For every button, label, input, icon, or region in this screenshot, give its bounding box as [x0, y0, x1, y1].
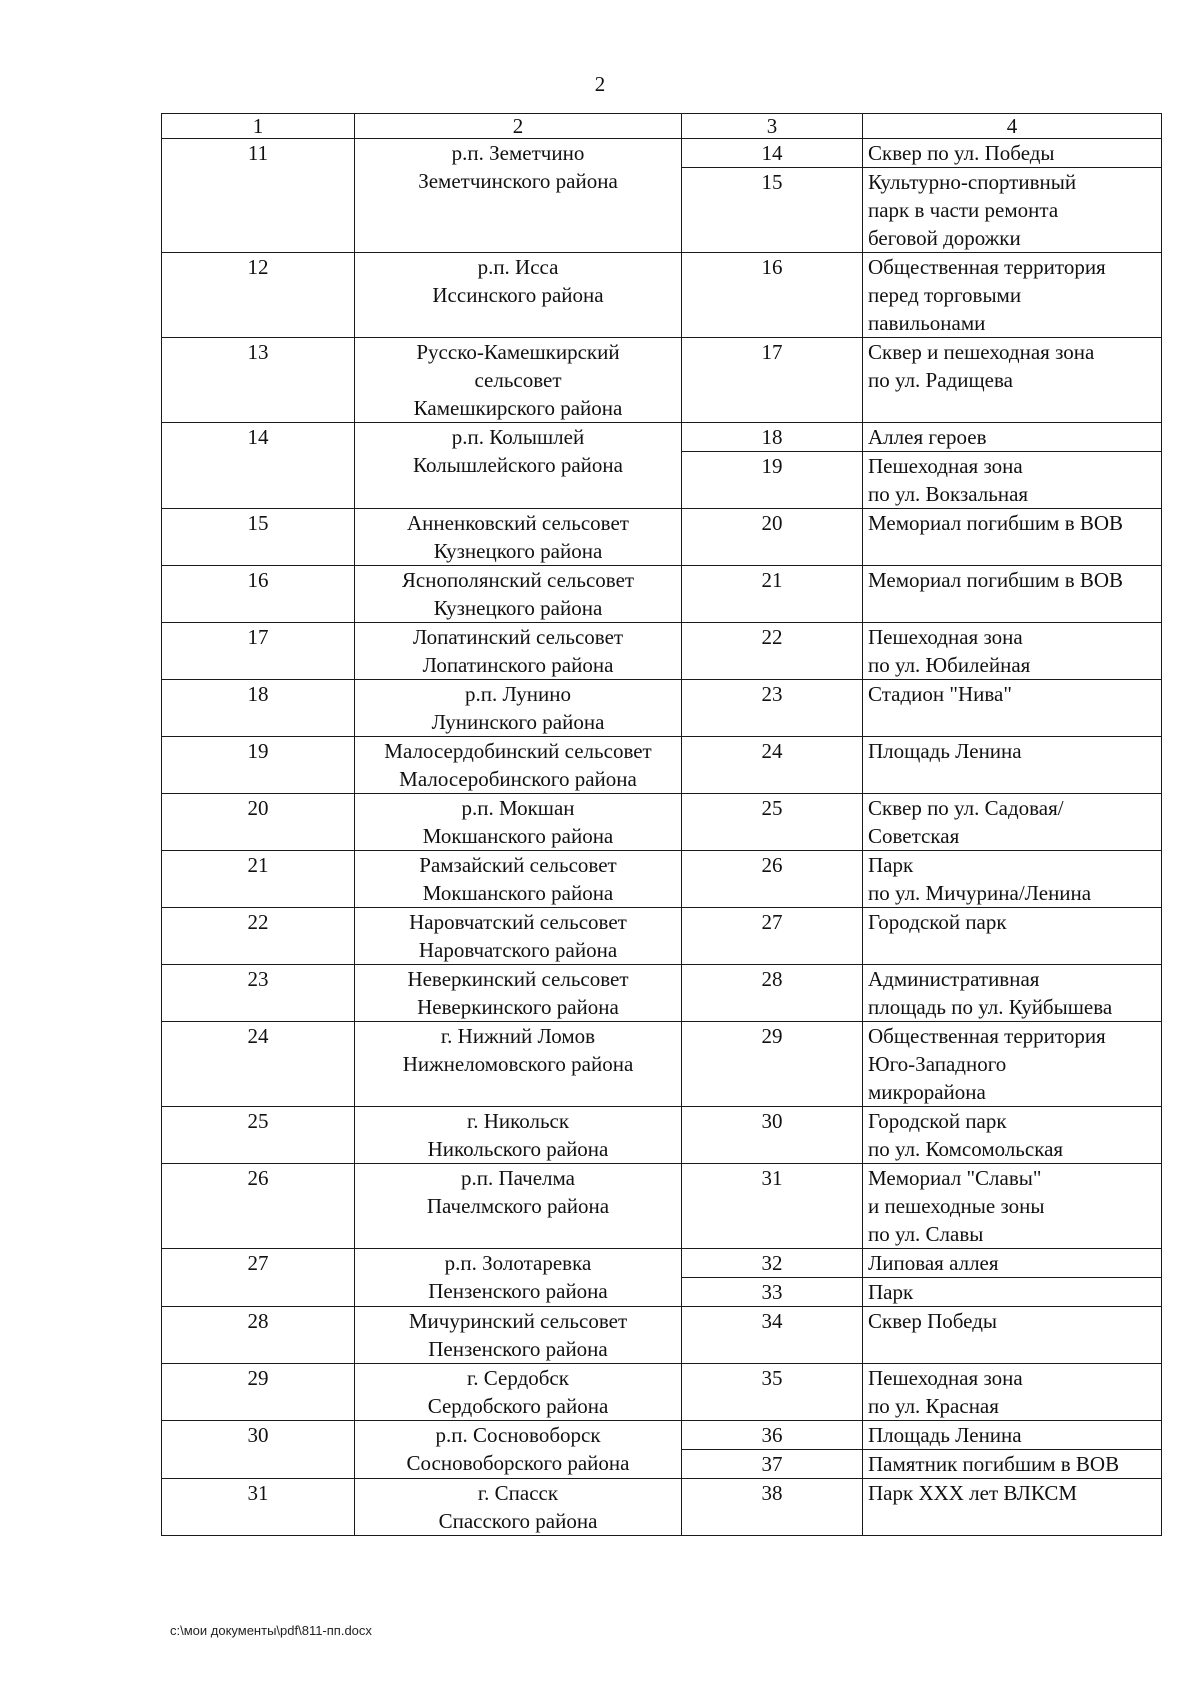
municipality-cell: р.п. Земетчино Земетчинского района: [355, 139, 682, 253]
object-number-cell: 25: [682, 794, 863, 851]
object-name-cell: Сквер Победы: [863, 1307, 1162, 1364]
object-name-cell: Культурно-спортивный парк в части ремонта беговой дорожки: [863, 168, 1162, 253]
table-row: [162, 908, 1162, 965]
municipality-cell: Малосердобинский сельсовет Малосеробинского района: [355, 737, 682, 794]
object-number-cell: 20: [682, 509, 863, 566]
municipality-cell: р.п. Исса Иссинского района: [355, 253, 682, 338]
table-row: [162, 566, 1162, 623]
table-row: [162, 1479, 1162, 1536]
object-number-cell: 22: [682, 623, 863, 680]
object-number-cell: 14: [682, 139, 863, 168]
table-row: [162, 338, 1162, 423]
municipality-cell: Русско-Камешкирский сельсовет Камешкирского района: [355, 338, 682, 423]
row-number-cell: 19: [162, 737, 355, 794]
row-number-cell: 25: [162, 1107, 355, 1164]
object-name-cell: Площадь Ленина: [863, 1421, 1162, 1450]
table-row: [162, 1022, 1162, 1107]
table-row: [162, 965, 1162, 1022]
row-number-cell: 15: [162, 509, 355, 566]
row-number-cell: 16: [162, 566, 355, 623]
municipality-cell: г. Нижний Ломов Нижнеломовского района: [355, 1022, 682, 1107]
municipality-cell: р.п. Сосновоборск Сосновоборского района: [355, 1421, 682, 1479]
row-number-cell: 23: [162, 965, 355, 1022]
municipality-cell: г. Никольск Никольского района: [355, 1107, 682, 1164]
row-number-cell: 18: [162, 680, 355, 737]
table-row: [162, 623, 1162, 680]
object-name-cell: Памятник погибшим в ВОВ: [863, 1450, 1162, 1479]
table-row: [162, 253, 1162, 338]
municipality-cell: г. Сердобск Сердобского района: [355, 1364, 682, 1421]
municipality-cell: р.п. Пачелма Пачелмского района: [355, 1164, 682, 1249]
page-number: 2: [594, 72, 606, 96]
table-header-row: [162, 114, 1162, 139]
object-number-cell: 35: [682, 1364, 863, 1421]
object-number-cell: 34: [682, 1307, 863, 1364]
row-number-cell: 30: [162, 1421, 355, 1479]
table-body: [162, 139, 1162, 1536]
object-name-cell: Липовая аллея: [863, 1249, 1162, 1278]
object-name-cell: Пешеходная зона по ул. Юбилейная: [863, 623, 1162, 680]
object-number-cell: 23: [682, 680, 863, 737]
object-number-cell: 18: [682, 423, 863, 452]
municipality-cell: Яснополянский сельсовет Кузнецкого района: [355, 566, 682, 623]
municipality-cell: р.п. Колышлей Колышлейского района: [355, 423, 682, 509]
table-row: [162, 737, 1162, 794]
municipality-cell: р.п. Лунино Лунинского района: [355, 680, 682, 737]
row-number-cell: 27: [162, 1249, 355, 1307]
object-name-cell: Парк: [863, 1278, 1162, 1307]
object-number-cell: 38: [682, 1479, 863, 1536]
row-number-cell: 20: [162, 794, 355, 851]
table-row: [162, 1307, 1162, 1364]
row-number-cell: 24: [162, 1022, 355, 1107]
municipality-cell: Лопатинский сельсовет Лопатинского района: [355, 623, 682, 680]
object-number-cell: 17: [682, 338, 863, 423]
object-number-cell: 37: [682, 1450, 863, 1479]
table-row: [162, 1421, 1162, 1450]
table-row: [162, 1107, 1162, 1164]
object-name-cell: Сквер и пешеходная зона по ул. Радищева: [863, 338, 1162, 423]
object-number-cell: 27: [682, 908, 863, 965]
row-number-cell: 17: [162, 623, 355, 680]
object-number-cell: 29: [682, 1022, 863, 1107]
row-number-cell: 22: [162, 908, 355, 965]
footer-file-path: c:\мои документы\pdf\811-пп.docx: [170, 1623, 372, 1638]
object-name-cell: Пешеходная зона по ул. Красная: [863, 1364, 1162, 1421]
object-name-cell: Стадион "Нива": [863, 680, 1162, 737]
row-number-cell: 12: [162, 253, 355, 338]
object-name-cell: Мемориал погибшим в ВОВ: [863, 509, 1162, 566]
object-name-cell: Парк XXX лет ВЛКСМ: [863, 1479, 1162, 1536]
object-number-cell: 33: [682, 1278, 863, 1307]
table-row: [162, 794, 1162, 851]
object-name-cell: Парк по ул. Мичурина/Ленина: [863, 851, 1162, 908]
row-number-cell: 29: [162, 1364, 355, 1421]
object-name-cell: Сквер по ул. Садовая/ Советская: [863, 794, 1162, 851]
table-row: [162, 851, 1162, 908]
table-row: [162, 423, 1162, 452]
row-number-cell: 14: [162, 423, 355, 509]
municipality-cell: Анненковский сельсовет Кузнецкого района: [355, 509, 682, 566]
row-number-cell: 11: [162, 139, 355, 253]
object-number-cell: 32: [682, 1249, 863, 1278]
header-cell: 1: [162, 114, 355, 139]
row-number-cell: 21: [162, 851, 355, 908]
municipality-cell: р.п. Мокшан Мокшанского района: [355, 794, 682, 851]
row-number-cell: 31: [162, 1479, 355, 1536]
municipality-cell: Наровчатский сельсовет Наровчатского района: [355, 908, 682, 965]
object-number-cell: 26: [682, 851, 863, 908]
municipality-cell: р.п. Золотаревка Пензенского района: [355, 1249, 682, 1307]
object-number-cell: 24: [682, 737, 863, 794]
row-number-cell: 26: [162, 1164, 355, 1249]
row-number-cell: 28: [162, 1307, 355, 1364]
object-name-cell: Общественная территория перед торговыми павильонами: [863, 253, 1162, 338]
object-number-cell: 28: [682, 965, 863, 1022]
object-name-cell: Сквер по ул. Победы: [863, 139, 1162, 168]
table-row: [162, 1364, 1162, 1421]
territory-table: [161, 113, 1162, 1536]
object-name-cell: Мемориал погибшим в ВОВ: [863, 566, 1162, 623]
object-number-cell: 15: [682, 168, 863, 253]
object-name-cell: Общественная территория Юго-Западного микрорайона: [863, 1022, 1162, 1107]
object-number-cell: 19: [682, 452, 863, 509]
municipality-cell: Неверкинский сельсовет Неверкинского района: [355, 965, 682, 1022]
object-name-cell: Административная площадь по ул. Куйбышева: [863, 965, 1162, 1022]
table-row: [162, 509, 1162, 566]
object-number-cell: 21: [682, 566, 863, 623]
object-name-cell: Аллея героев: [863, 423, 1162, 452]
header-cell: 2: [355, 114, 682, 139]
table-row: [162, 1249, 1162, 1278]
object-name-cell: Пешеходная зона по ул. Вокзальная: [863, 452, 1162, 509]
table-row: [162, 139, 1162, 168]
municipality-cell: г. Спасск Спасского района: [355, 1479, 682, 1536]
object-number-cell: 30: [682, 1107, 863, 1164]
table-row: [162, 680, 1162, 737]
object-number-cell: 31: [682, 1164, 863, 1249]
municipality-cell: Рамзайский сельсовет Мокшанского района: [355, 851, 682, 908]
header-cell: 3: [682, 114, 863, 139]
header-cell: 4: [863, 114, 1162, 139]
object-number-cell: 16: [682, 253, 863, 338]
object-name-cell: Городской парк: [863, 908, 1162, 965]
object-number-cell: 36: [682, 1421, 863, 1450]
object-name-cell: Мемориал "Славы" и пешеходные зоны по ул. Славы: [863, 1164, 1162, 1249]
table-row: [162, 1164, 1162, 1249]
municipality-cell: Мичуринский сельсовет Пензенского района: [355, 1307, 682, 1364]
object-name-cell: Площадь Ленина: [863, 737, 1162, 794]
object-name-cell: Городской парк по ул. Комсомольская: [863, 1107, 1162, 1164]
row-number-cell: 13: [162, 338, 355, 423]
